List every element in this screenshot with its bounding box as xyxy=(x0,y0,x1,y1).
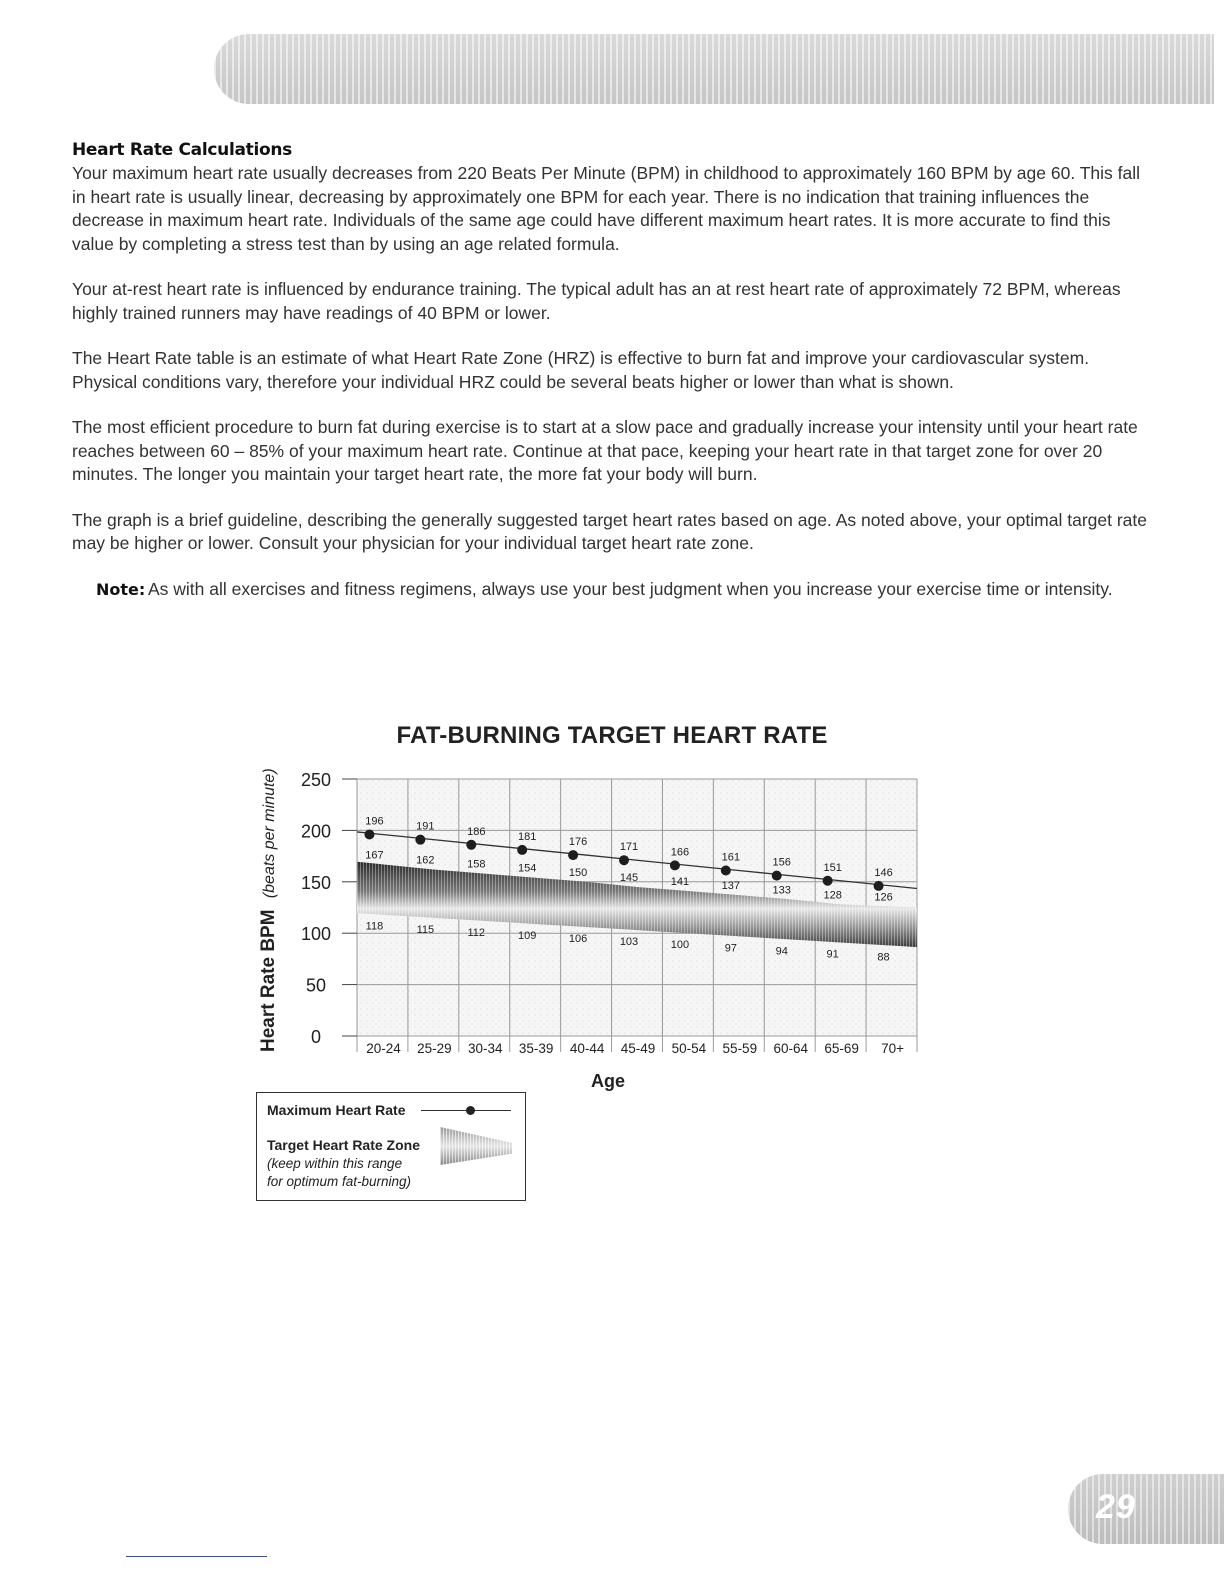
x-tick-label: 65-69 xyxy=(824,1041,859,1056)
chart-title: FAT-BURNING TARGET HEART RATE xyxy=(396,722,828,749)
max-heart-rate-value: 146 xyxy=(874,866,893,879)
paragraph-max-heart-rate: Your maximum heart rate usually decreases from 220 Beats Per Minute (BPM) in childhood to approximately 160 BPM by age 60. This fall in heart rate is usually linear, decreasing by approximately one BPM for each year. There is no indication that training influences the decrease in maximum heart rate. Individuals of the same age could have different maximum heart rates. It is more accurate to find this value by completing a stress test than by using an age related formula. xyxy=(72,163,1141,254)
zone-upper-value: 162 xyxy=(416,854,435,867)
max-heart-rate-point xyxy=(670,860,680,870)
legend-max-marker xyxy=(466,1106,475,1115)
x-tick-label: 40-44 xyxy=(569,1041,605,1056)
x-axis-title: Age xyxy=(590,1071,626,1091)
x-tick-label: 30-34 xyxy=(468,1041,503,1056)
zone-upper-value: 133 xyxy=(772,884,791,897)
legend-zone-swatch xyxy=(440,1127,512,1165)
x-tick-label: 35-39 xyxy=(518,1041,554,1056)
zone-upper-value: 141 xyxy=(670,876,690,889)
max-heart-rate-value: 186 xyxy=(467,825,486,838)
max-heart-rate-point xyxy=(517,845,527,855)
zone-lower-value: 97 xyxy=(724,942,737,955)
note-text: As with all exercises and fitness regimens, always use your best judgment when you increase your exercise time or intensity. xyxy=(148,578,1113,599)
zone-lower-value: 94 xyxy=(775,945,788,958)
max-heart-rate-point xyxy=(619,855,629,865)
x-tick-label: 25-29 xyxy=(417,1041,452,1056)
legend-zone-label: Target Heart Rate Zone xyxy=(267,1137,420,1153)
zone-lower-value: 88 xyxy=(877,951,890,964)
note-label: Note: xyxy=(96,579,146,599)
max-heart-rate-value: 191 xyxy=(416,820,435,833)
zone-lower-value: 100 xyxy=(670,939,690,952)
y-axis-title-sub: (beats per minute) xyxy=(261,768,278,899)
section-heading: Heart Rate Calculations xyxy=(72,140,293,160)
max-heart-rate-point xyxy=(364,830,374,840)
paragraph-heart-rate-zone: The Heart Rate table is an estimate of what Heart Rate Zone (HRZ) is effective to burn fat and improve your cardiovascular system. Physical conditions vary, therefore your individual HRZ could be several beats higher or lower than what is shown. xyxy=(72,348,1090,392)
y-tick-label: 0 xyxy=(310,1027,322,1047)
paragraph-burn-fat: The most efficient procedure to burn fat during exercise is to start at a slow pace and gradually increase your intensity until your heart rate reaches between 60 – 85% of your maximum heart rate. Continue at that pace, keeping your heart rate in that target zone for over 20 minutes. The longer you maintain your target heart rate, the more fat your body will burn. xyxy=(72,417,1138,484)
paragraph-rest-heart-rate: Your at-rest heart rate is influenced by endurance training. The typical adult has an at rest heart rate of approximately 72 BPM, whereas highly trained runners may have readings of 40 BPM or lower. xyxy=(72,279,1121,323)
zone-upper-value: 128 xyxy=(823,889,842,902)
legend-zone-note-line1: (keep within this range xyxy=(267,1156,403,1171)
zone-lower-value: 91 xyxy=(826,948,839,961)
max-heart-rate-value: 166 xyxy=(670,846,690,859)
zone-lower-value: 112 xyxy=(467,926,486,939)
max-heart-rate-point xyxy=(415,835,425,845)
y-tick-label: 200 xyxy=(300,821,332,842)
x-tick-label: 20-24 xyxy=(366,1041,401,1056)
x-tick-label: 55-59 xyxy=(722,1041,758,1056)
y-axis-title-main: Heart Rate BPM xyxy=(258,909,279,1052)
zone-upper-value: 145 xyxy=(619,871,639,884)
footer-rule xyxy=(126,1556,267,1557)
max-heart-rate-value: 181 xyxy=(518,830,537,843)
y-tick-label: 250 xyxy=(300,770,332,790)
max-heart-rate-point xyxy=(466,840,476,850)
zone-upper-value: 167 xyxy=(365,849,384,862)
paragraph-graph-guideline: The graph is a brief guideline, describing the generally suggested target heart rates based on age. As noted above, your optimal target rate may be higher or lower. Consult your physician for your individual target heart rate zone. xyxy=(72,509,1147,553)
zone-lower-value: 106 xyxy=(568,933,588,946)
y-tick-label: 150 xyxy=(300,872,332,893)
max-heart-rate-point xyxy=(823,876,833,886)
max-heart-rate-value: 161 xyxy=(721,851,740,864)
zone-lower-value: 115 xyxy=(416,923,435,936)
y-axis-title xyxy=(258,768,279,1052)
zone-upper-value: 137 xyxy=(721,880,740,893)
legend-zone-note-line2: for optimum fat-burning) xyxy=(267,1174,412,1189)
page-number: 29 xyxy=(1096,1488,1136,1526)
zone-upper-value: 154 xyxy=(518,862,537,875)
legend-max-label: Maximum Heart Rate xyxy=(267,1102,406,1118)
max-heart-rate-value: 171 xyxy=(619,841,639,854)
x-tick-label: 70+ xyxy=(881,1041,904,1056)
x-tick-label: 60-64 xyxy=(773,1041,808,1056)
max-heart-rate-value: 196 xyxy=(365,815,384,828)
max-heart-rate-value: 176 xyxy=(568,836,588,849)
max-heart-rate-point xyxy=(721,865,731,875)
y-tick-label: 50 xyxy=(305,975,327,996)
max-heart-rate-point xyxy=(772,871,782,881)
x-tick-label: 45-49 xyxy=(620,1041,656,1056)
x-tick-label: 50-54 xyxy=(671,1041,707,1056)
zone-lower-value: 118 xyxy=(365,920,384,933)
zone-lower-value: 109 xyxy=(518,929,537,942)
page-number-tab xyxy=(1068,1474,1224,1544)
max-heart-rate-point xyxy=(874,881,884,891)
zone-lower-value: 103 xyxy=(619,936,639,949)
max-heart-rate-value: 156 xyxy=(772,856,791,869)
chart-legend xyxy=(256,1092,526,1201)
max-heart-rate-point xyxy=(568,850,578,860)
zone-upper-value: 150 xyxy=(568,866,588,879)
zone-upper-value: 126 xyxy=(874,891,893,904)
zone-upper-value: 158 xyxy=(467,858,486,871)
y-tick-label: 100 xyxy=(300,924,332,945)
max-heart-rate-value: 151 xyxy=(823,861,842,874)
